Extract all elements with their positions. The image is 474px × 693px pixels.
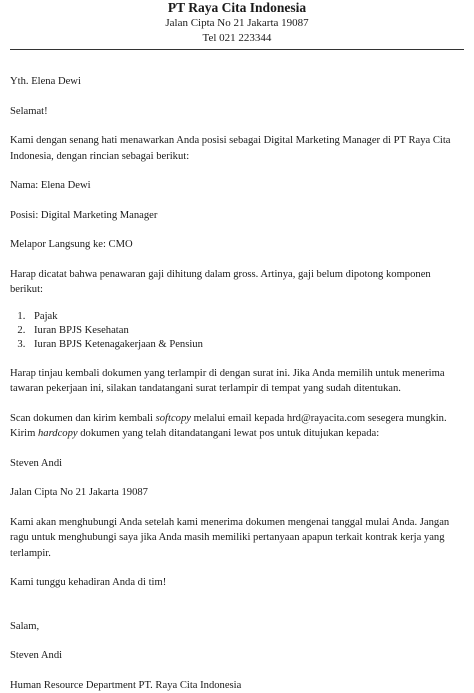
deduction-list bbox=[10, 310, 464, 352]
addressee-address: Jalan Cipta No 21 Jakarta 19087 bbox=[10, 485, 464, 501]
salary-note: Harap dicatat bahwa penawaran gaji dihitung dalam gross. Artinya, gaji belum dipotong komponen berikut: bbox=[10, 267, 464, 298]
scan-instructions bbox=[10, 411, 464, 442]
scan-text-2: melalui email kepada hrd@rayacita.com sesegera mungkin. Kirim bbox=[10, 413, 447, 440]
recipient-line: Yth. Elena Dewi bbox=[10, 74, 464, 90]
signer-name: Steven Andi bbox=[10, 648, 464, 664]
scan-text-1: Scan dokumen dan kirim kembali bbox=[10, 413, 156, 424]
company-name: PT Raya Cita Indonesia bbox=[10, 0, 464, 16]
addressee-name: Steven Andi bbox=[10, 456, 464, 472]
position-line: Posisi: Digital Marketing Manager bbox=[10, 208, 464, 224]
letter-body bbox=[10, 74, 464, 693]
name-line: Nama: Elena Dewi bbox=[10, 178, 464, 194]
closing-note: Kami tunggu kehadiran Anda di tim! bbox=[10, 575, 464, 591]
report-line: Melapor Langsung ke: CMO bbox=[10, 237, 464, 253]
contact-note: Kami akan menghubungi Anda setelah kami menerima dokumen mengenai tanggal mulai Anda. Jangan ragu untuk menghubungi saya jika Anda masih memiliki pertanyaan apapun terkait kontrak kerja yang terlampir. bbox=[10, 515, 464, 562]
softcopy-term: softcopy bbox=[156, 413, 191, 424]
intro-paragraph: Kami dengan senang hati menawarkan Anda posisi sebagai Digital Marketing Manager di PT Raya Cita Indonesia, dengan rincian sebagai berikut: bbox=[10, 133, 464, 164]
salam-line: Salam, bbox=[10, 619, 464, 635]
greeting-line: Selamat! bbox=[10, 104, 464, 120]
hardcopy-term: hardcopy bbox=[38, 428, 78, 439]
company-phone: Tel 021 223344 bbox=[10, 31, 464, 46]
company-address: Jalan Cipta No 21 Jakarta 19087 bbox=[10, 16, 464, 31]
letterhead bbox=[10, 0, 464, 50]
header-divider bbox=[10, 49, 464, 50]
review-note: Harap tinjau kembali dokumen yang terlampir di dengan surat ini. Jika Anda memilih untuk menerima tawaran pekerjaan ini, silakan tandatangani surat terlampir di tempat yang sudah ditentukan. bbox=[10, 366, 464, 397]
scan-text-3: dokumen yang telah ditandatangani lewat pos untuk ditujukan kepada: bbox=[78, 428, 380, 439]
deduction-item: 3. Iuran BPJS Ketenagakerjaan & Pensiun bbox=[28, 338, 464, 352]
deduction-item: 1. Pajak bbox=[28, 310, 464, 324]
signer-title: Human Resource Department PT. Raya Cita Indonesia bbox=[10, 678, 464, 693]
deduction-item: 2. Iuran BPJS Kesehatan bbox=[28, 324, 464, 338]
